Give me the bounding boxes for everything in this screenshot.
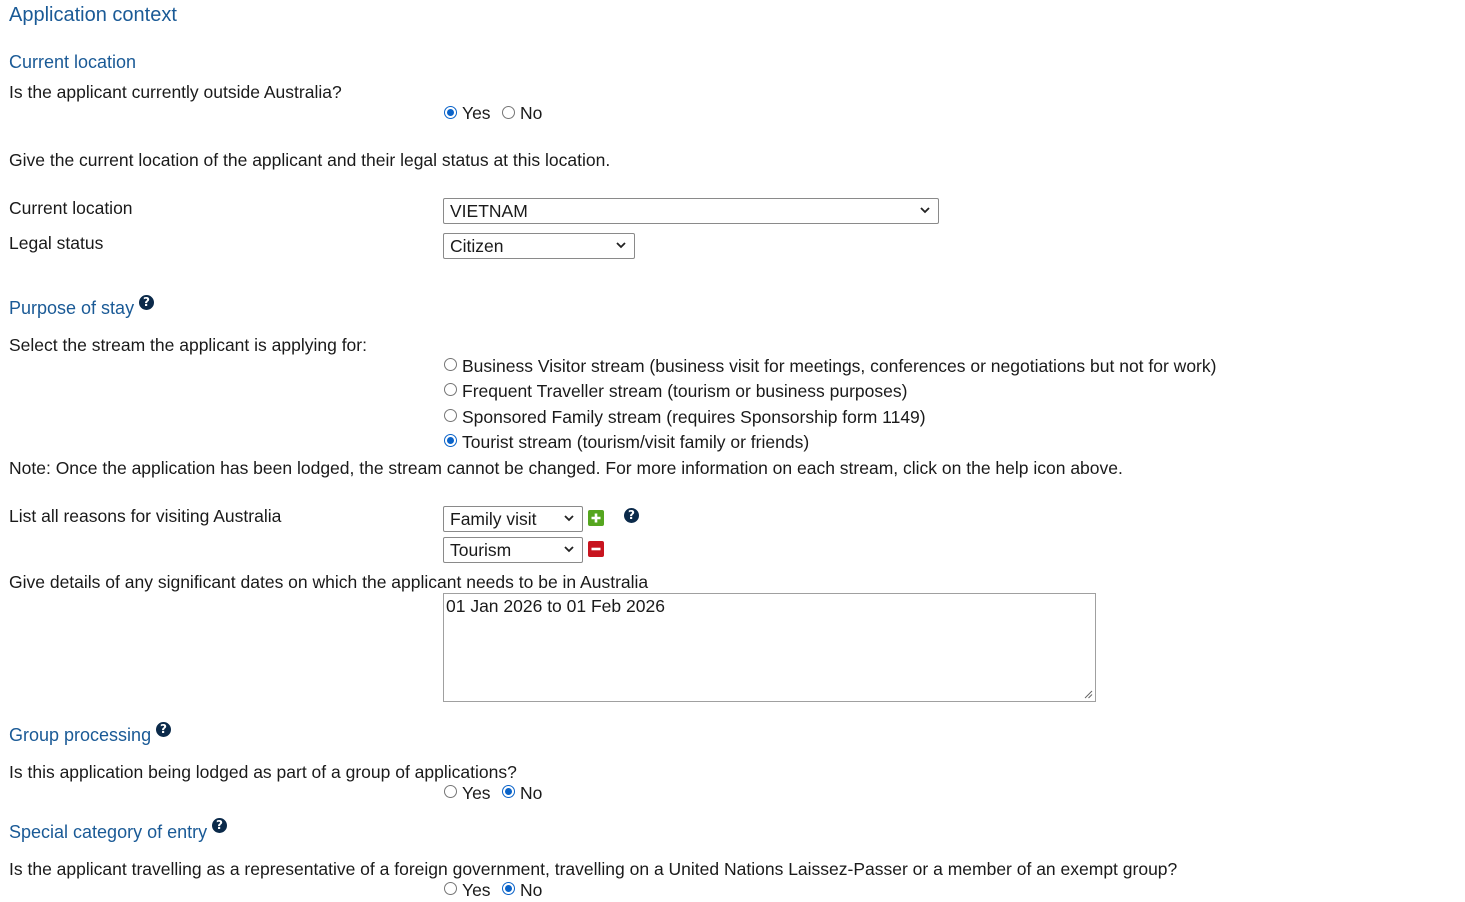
- resize-grip-icon[interactable]: [1084, 690, 1093, 699]
- outside-no-radio[interactable]: [502, 106, 515, 119]
- location-instruction: Give the current location of the applicant and their legal status at this location.: [9, 150, 611, 170]
- reason-select-1[interactable]: [443, 506, 583, 532]
- current-location-value: VIETNAM: [450, 201, 528, 221]
- legal-status-select[interactable]: [443, 233, 635, 259]
- group-processing-heading: Group processing: [9, 725, 152, 745]
- reasons-label: List all reasons for visiting Australia: [9, 506, 282, 526]
- group-yes-radio[interactable]: [444, 785, 457, 798]
- stream-frequent-label[interactable]: Frequent Traveller stream (tourism or business purposes): [462, 381, 908, 401]
- stream-frequent-radio[interactable]: [444, 383, 457, 396]
- outside-australia-question: Is the applicant currently outside Australia?: [9, 82, 342, 102]
- purpose-of-stay-heading: Purpose of stay: [9, 298, 135, 318]
- stream-note: Note: Once the application has been lodged, the stream cannot be changed. For more information on each stream, click on the help icon above.: [9, 458, 1123, 478]
- reason-value-2: Tourism: [450, 540, 512, 560]
- group-question: Is this application being lodged as part of a group of applications?: [9, 762, 517, 782]
- special-no-label[interactable]: No: [520, 880, 543, 900]
- special-question: Is the applicant travelling as a representative of a foreign government, travelling on a United Nations Laissez-Passer or a member of an exempt group?: [9, 859, 1178, 879]
- special-yes-radio[interactable]: [444, 882, 457, 895]
- outside-no-label[interactable]: No: [520, 103, 543, 123]
- stream-business-label[interactable]: Business Visitor stream (business visit for meetings, conferences or negotiations but not for work): [462, 356, 1217, 376]
- outside-yes-radio[interactable]: [444, 106, 457, 119]
- stream-sponsored-label[interactable]: Sponsored Family stream (requires Sponsorship form 1149): [462, 407, 926, 427]
- stream-prompt: Select the stream the applicant is applying for:: [9, 335, 367, 355]
- special-yes-label[interactable]: Yes: [462, 880, 491, 900]
- purpose-help-icon[interactable]: ?: [139, 295, 154, 310]
- group-yes-label[interactable]: Yes: [462, 783, 491, 803]
- stream-business-radio[interactable]: [444, 358, 457, 371]
- chevron-down-icon: [564, 545, 574, 553]
- current-location-label: Current location: [9, 198, 133, 218]
- group-no-radio[interactable]: [502, 785, 515, 798]
- stream-sponsored-radio[interactable]: [444, 409, 457, 422]
- reasons-help-icon[interactable]: ?: [624, 508, 639, 523]
- significant-dates-textarea[interactable]: [443, 593, 1096, 702]
- special-category-heading: Special category of entry: [9, 822, 208, 842]
- group-no-label[interactable]: No: [520, 783, 543, 803]
- current-location-select[interactable]: [443, 198, 939, 224]
- group-help-icon[interactable]: ?: [156, 722, 171, 737]
- outside-yes-label[interactable]: Yes: [462, 103, 491, 123]
- add-reason-icon[interactable]: [588, 510, 604, 526]
- reason-value-1: Family visit: [450, 509, 537, 529]
- stream-tourist-radio[interactable]: [444, 434, 457, 447]
- special-no-radio[interactable]: [502, 882, 515, 895]
- special-help-icon[interactable]: ?: [212, 818, 227, 833]
- chevron-down-icon: [616, 241, 626, 249]
- page-title: Application context: [9, 4, 177, 26]
- significant-dates-value: 01 Jan 2026 to 01 Feb 2026: [446, 596, 665, 616]
- dates-label: Give details of any significant dates on which the applicant needs to be in Australia: [9, 572, 649, 592]
- current-location-heading: Current location: [9, 52, 137, 72]
- legal-status-label: Legal status: [9, 233, 104, 253]
- remove-reason-icon[interactable]: [588, 541, 604, 557]
- chevron-down-icon: [920, 206, 930, 214]
- chevron-down-icon: [564, 514, 574, 522]
- legal-status-value: Citizen: [450, 236, 504, 256]
- reason-select-2[interactable]: [443, 537, 583, 563]
- stream-tourist-label[interactable]: Tourist stream (tourism/visit family or friends): [462, 432, 810, 452]
